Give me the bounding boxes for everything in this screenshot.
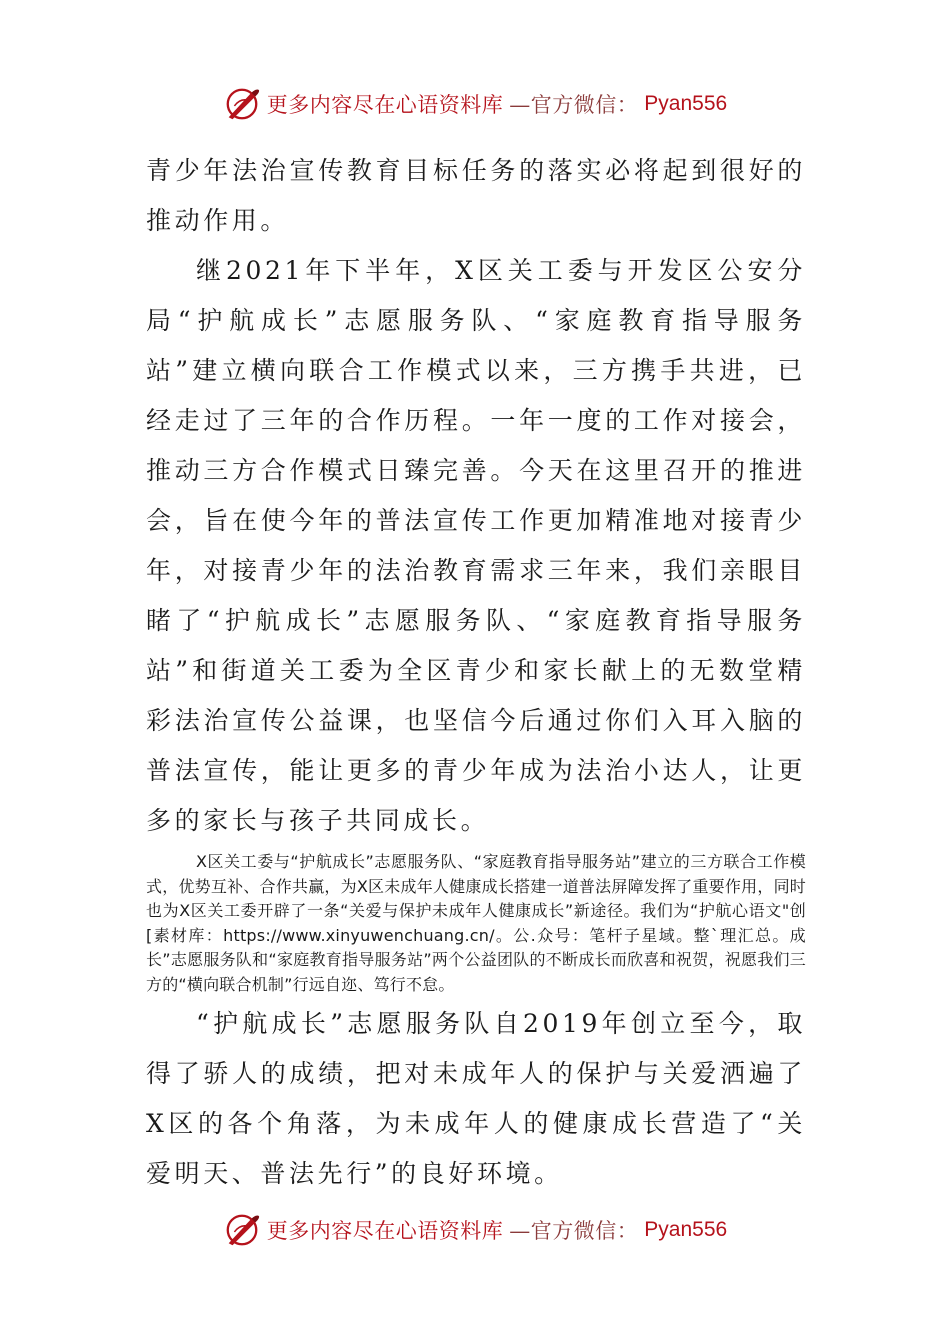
header-banner-subtitle: —官方微信：	[509, 93, 639, 117]
paragraph-1: 青少年法治宣传教育目标任务的落实必将起到很好的推动作用。	[146, 156, 806, 235]
paragraph-2: 继2021年下半年，X区关工委与开发区公安分局“护航成长”志愿服务队、“家庭教育指导服务站”建立横向联合工作模式以来，三方携手共进，已经走过了三年的合作历程。一年一度的工作对接会，推动三方合作模式日臻完善。今天在这里召开的推进会，旨在使今年的普法宣传工作更加精准地对接青少年，对接青少年的法治教育需求三年来，我们亲眼目睹了“护航成长”志愿服务队、“家庭教育指导服务站”和街道关工委为全区青少和家长献上的无数堂精彩法治宣传公益课，也坚信今后通过你们入耳入脑的普法宣传，能让更多的青少年成为法治小达人，让更多的家长与孩子共同成长。	[146, 256, 806, 835]
paragraph-3: “护航成长”志愿服务队自2019年创立至今，取得了骄人的成绩，把对未成年人的保护与关爱洒遍了X区的各个角落，为未成年人的健康成长营造了“关爱明天、普法先行”的良好环境。	[146, 1009, 806, 1188]
header-banner-title: 更多内容尽在心语资料库	[266, 93, 504, 117]
header-wechat-id: Pyan556	[644, 92, 728, 115]
footer-wechat-id: Pyan556	[644, 1218, 728, 1241]
footer-banner	[0, 1210, 950, 1250]
footer-banner-title: 更多内容尽在心语资料库	[266, 1219, 504, 1243]
quill-logo-icon	[223, 1211, 261, 1249]
quill-logo-icon	[223, 85, 261, 123]
document-body	[146, 146, 806, 1199]
small-paragraph: X区关工委与“护航成长”志愿服务队、“家庭教育指导服务站”建立的三方联合工作模式，优势互补、合作共赢，为X区未成年人健康成长搭建一道普法屏障发挥了重要作用，同时也为X区关工委开辟了一条“关爱与保护未成年人健康成长”新途径。我们为“护航心语文"创[素材库：https://www.xinyuwenchuang.cn/。公.众号：笔杆子星域。整`理汇总。成长”志愿服务队和“家庭教育指导服务站”两个公益团队的不断成长而欣喜和祝贺，祝愿我们三方的“横向联合机制”行远自迩、笃行不怠。	[146, 852, 806, 994]
header-banner	[0, 84, 950, 124]
footer-banner-subtitle: —官方微信：	[509, 1219, 639, 1243]
